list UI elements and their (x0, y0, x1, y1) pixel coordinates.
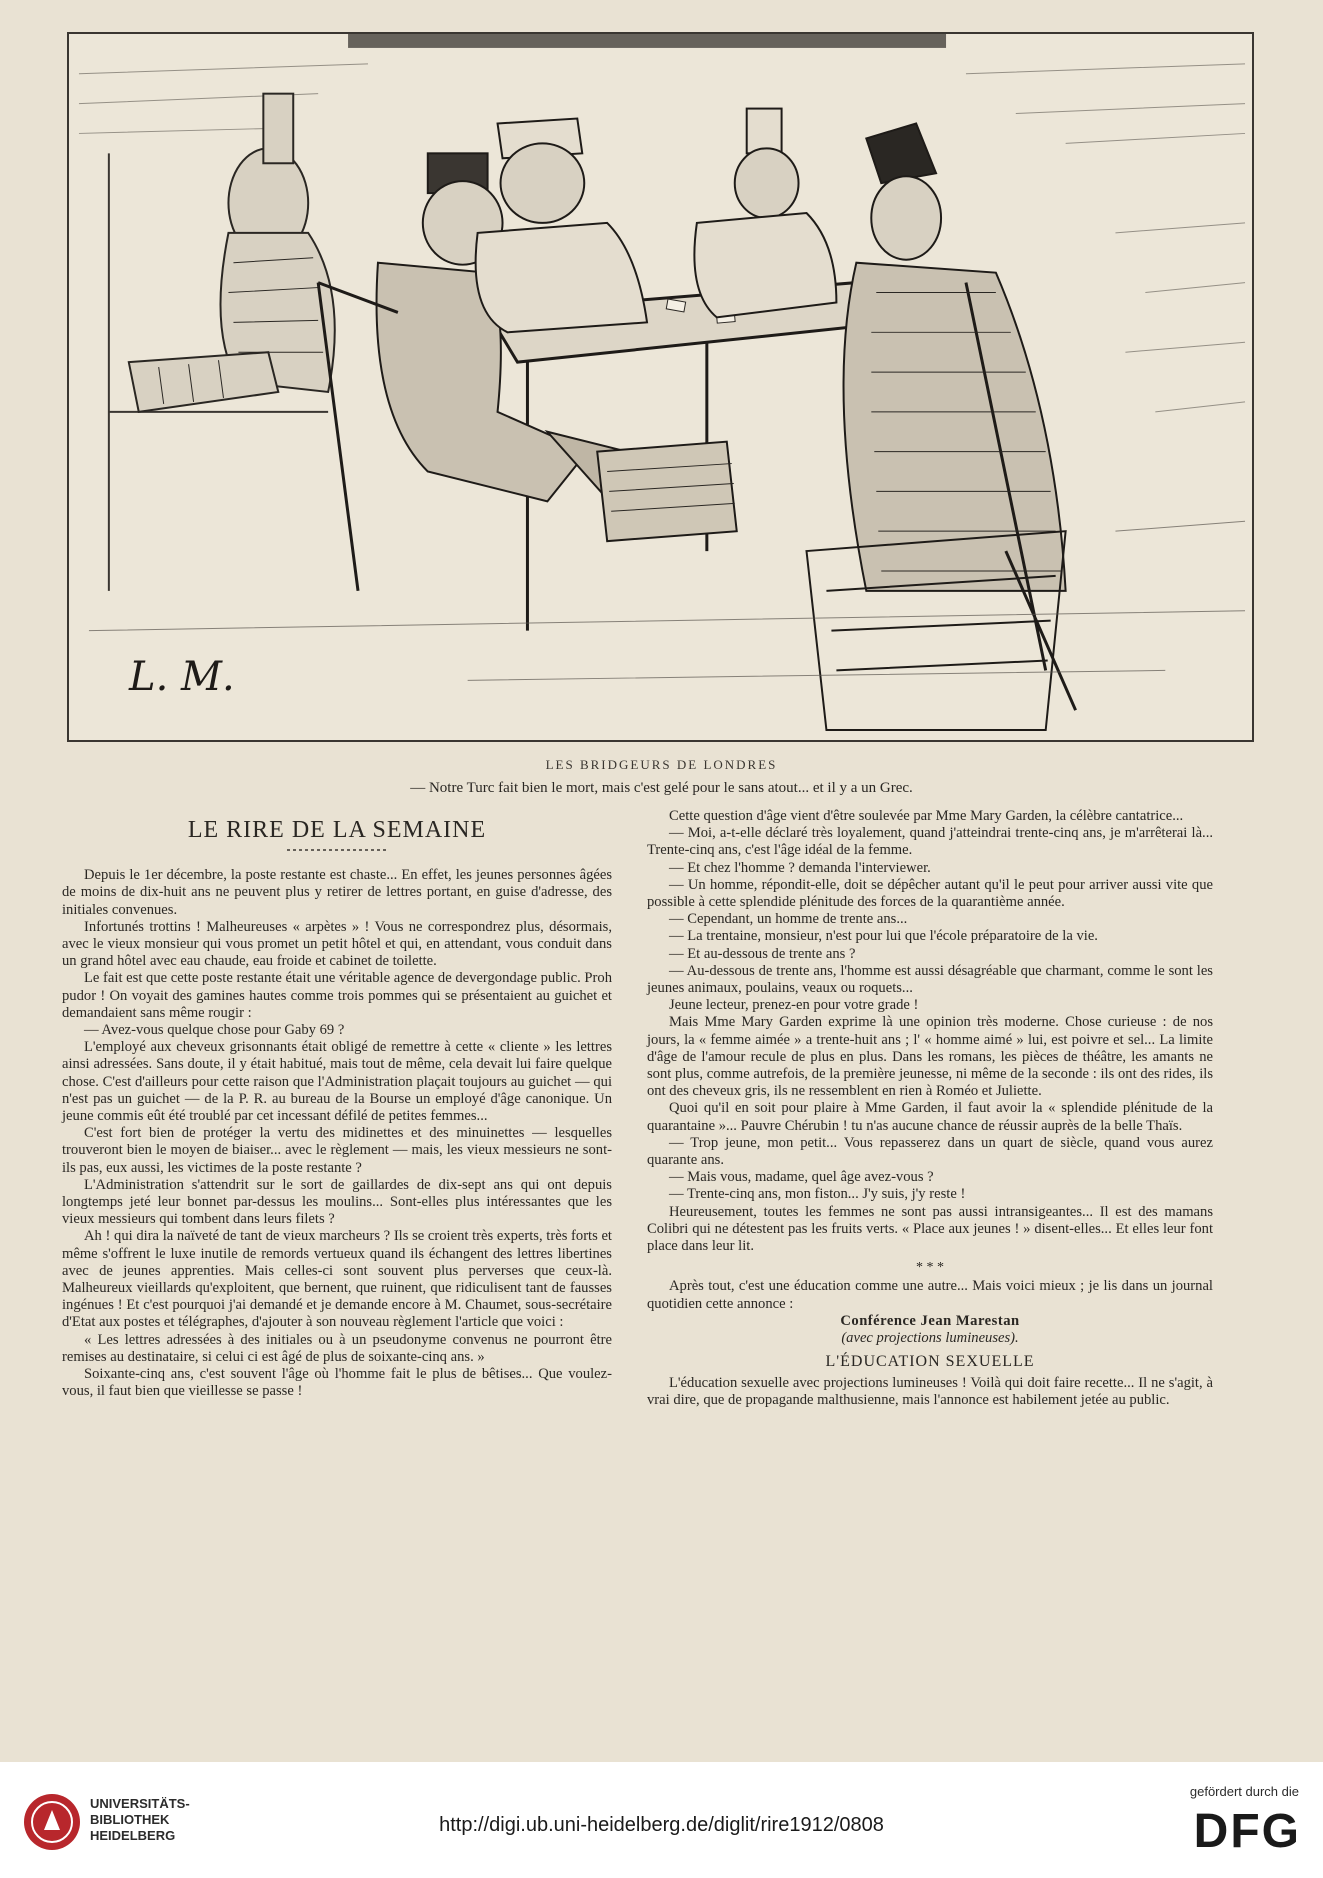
section-separator-stars: * * * (916, 1260, 944, 1276)
paragraph: Après tout, c'est une éducation comme une autre... Mais voici mieux ; je lis dans un journal quotidien cette annonce : (647, 1278, 1213, 1312)
funded-by-label: gefördert durch die (1189, 1784, 1299, 1799)
paragraph: Depuis le 1er décembre, la poste restante est chaste... En effet, les jeunes personnes âgées de moins de dix-huit ans ne peuvent plus y retirer de lettres portant, en guise d'adresse, des initiales convenues. (62, 867, 612, 918)
paragraph: Cette question d'âge vient d'être soulevée par Mme Mary Garden, la célèbre cantatrice... (669, 808, 1184, 824)
article-title: LE RIRE DE LA SEMAINE (187, 817, 487, 843)
paragraph: Heureusement, toutes les femmes ne sont pas aussi intransigeantes... Il est des mamans Colibri qui ne détestent pas les fruits verts. « Place aux jeunes ! » disent-elles... Et elles leur font place dans leur lit. (647, 1203, 1213, 1255)
paragraph: Jeune lecteur, prenez-en pour votre grade ! (669, 997, 919, 1014)
article-right-column (647, 808, 1213, 1409)
university-library-name: UNIVERSITÄTS- BIBLIOTHEK HEIDELBERG (90, 1796, 190, 1843)
paragraph: — Au-dessous de trente ans, l'homme est aussi désagréable que charmant, comme le sont les jeunes animaux, poulains, veaux ou roquets... (647, 962, 1213, 997)
paragraph: — La trentaine, monsieur, n'est pour lui que l'école préparatoire de la vie. (669, 928, 1098, 945)
paragraph: — Et au-dessous de trente ans ? (669, 945, 856, 962)
article-left-column (62, 808, 612, 1401)
paragraph: — Trop jeune, mon petit... Vous repasserez dans un quart de siècle, quand vous aurez quarante ans. (647, 1134, 1213, 1169)
cartoon-caption-title: LES BRIDGEURS DE LONDRES (545, 757, 778, 772)
paragraph: — Et chez l'homme ? demanda l'interviewer. (669, 859, 931, 876)
paragraph: « Les lettres adressées à des initiales ou à un pseudonyme convenus ne pourront être remises au destinataire, si celui ci est âgé de plus de soixante-cinq ans. » (62, 1331, 612, 1365)
paragraph: Quoi qu'il en soit pour plaire à Mme Garden, il faut avoir la « splendide plénitude de la quarantaine »... Pauvre Chérubin ! tu n'as aucune chance de réussir auprès de la belle Thaïs. (647, 1100, 1213, 1134)
paragraph: — Un homme, répondit-elle, doit se dépêcher autant qu'il le peut pour arriver aussi vite que possible à cette splendide plénitude des forces de la quarantième année. (647, 876, 1213, 911)
paragraph: — Mais vous, madame, quel âge avez-vous ? (669, 1169, 934, 1186)
announcement-subtitle: (avec projections lumineuses). (841, 1330, 1019, 1347)
cartoon-drawing (69, 34, 1252, 740)
paragraph: L'éducation sexuelle avec projections lumineuses ! Voilà qui doit faire recette... Il ne s'agit, à vrai dire, que de propagande malthusienne, mais l'annonce est habilement jetée au public. (647, 1374, 1213, 1408)
paragraph: Ah ! qui dira la naïveté de tant de vieux marcheurs ? Ils se croient très experts, très forts et même s'offrent le luxe inutile de remords vertueux quand ils échangent des lettres libertines avec de jeunes apprenties. Mais celles-ci sont souvent plus perverses que ceux-là. Malheureux vieillards qu'exploitent, que bernent, que ruinent, que ridiculisent tant de fausses ingénues ! Et c'est pourquoi j'ai demandé et je demande encore à M. Chaumet, sous-secrétaire d'Etat aux postes et télégraphes, d'ajouter à son nouveau règlement l'article que voici : (62, 1228, 612, 1331)
paragraph: — Cependant, un homme de trente ans... (669, 911, 908, 928)
announcement-heading: L'ÉDUCATION SEXUELLE (825, 1353, 1035, 1371)
cartoon-caption-text: — Notre Turc fait bien le mort, mais c'est gelé pour le sans atout... et il y a un Grec. (410, 780, 913, 796)
artist-signature: L. M. (129, 654, 235, 700)
paragraph: L'Administration s'attendrit sur le sort de gaillardes de dix-sept ans qui ont depuis longtemps jeté leur bonnet par-dessus les moulins... Sont-elles plus intéressantes que les vieux messieurs qui tombent dans leurs filets ? (62, 1176, 612, 1228)
cartoon-illustration (67, 32, 1254, 742)
paragraph: Le fait est que cette poste restante était une véritable agence de devergondage public. Proh pudor ! On voyait des gamines hautes comme trois pommes qui se présentaient au guichet et demandaient sans même rougir : (62, 970, 612, 1021)
document-url-link[interactable]: http://digi.ub.uni-heidelberg.de/diglit/rire1912/0808 (439, 1814, 884, 1836)
title-ornament (287, 845, 387, 853)
paragraph: — Trente-cinq ans, mon fiston... J'y suis, j'y reste ! (669, 1186, 966, 1203)
paragraph: L'employé aux cheveux grisonnants était obligé de remettre à cette « cliente » les lettres ainsi adressées. Sans doute, il y était habitué, mais tout de même, cela devait lui faire quelque chose. C'est d'ailleurs pour cette raison que l'Administration plaçait toujours au guichet — qui n'est pas un guichet — de la P. R. au bureau de la Bourse un employé d'âge canonique. Un jeune commis eût été troublé par cet incessant défilé de petites femmes... (62, 1039, 612, 1125)
paragraph: — Moi, a-t-elle déclaré très loyalement, quand j'atteindrai trente-cinq ans, je m'arrêterai là... Trente-cinq ans, c'est l'âge idéal de la femme. (647, 825, 1213, 859)
paragraph: C'est fort bien de protéger la vertu des midinettes et des minuinettes — lesquelles trouveront bien le moyen de biaiser... avec le règlement — mais, les vieux messieurs ne sont-ils pas, eux aussi, les victimes de la poste restante ? (62, 1125, 612, 1176)
announcement-title: Conférence Jean Marestan (840, 1312, 1020, 1329)
viewer-footer (0, 1762, 1323, 1878)
dfg-logo: DFG (1193, 1805, 1301, 1858)
paragraph: Mais Mme Mary Garden exprime là une opinion très moderne. Chose curieuse : de nos jours, la « femme aimée » a trente-huit ans ; l' « homme aimé » lui, est poivre et sel... La limite d'âge de l'amour recule de plus en plus. Dans les romans, les pièces de théâtre, les amants ne sont plus, comme autrefois, de la première jeunesse, ni même de la seconde : ils ont des rides, ils ont des cheveux gris, ils ne ressemblent en rien à Roméo et Juliette. (647, 1014, 1213, 1100)
paragraph: — Avez-vous quelque chose pour Gaby 69 ? (84, 1022, 345, 1039)
paragraph: Soixante-cinq ans, c'est souvent l'âge où l'homme fait le plus de bêtises... Que voulez-vous, il faut bien que vieillesse se passe ! (62, 1366, 612, 1400)
paragraph: Infortunés trottins ! Malheureuses « arpètes » ! Vous ne correspondrez plus, désormais, avec le vieux monsieur qui vous promet un petit hôtel et qui, en attendant, vous conduit dans un grand hôtel avec eau chaude, eau froide et cabinet de toilette. (62, 918, 612, 970)
